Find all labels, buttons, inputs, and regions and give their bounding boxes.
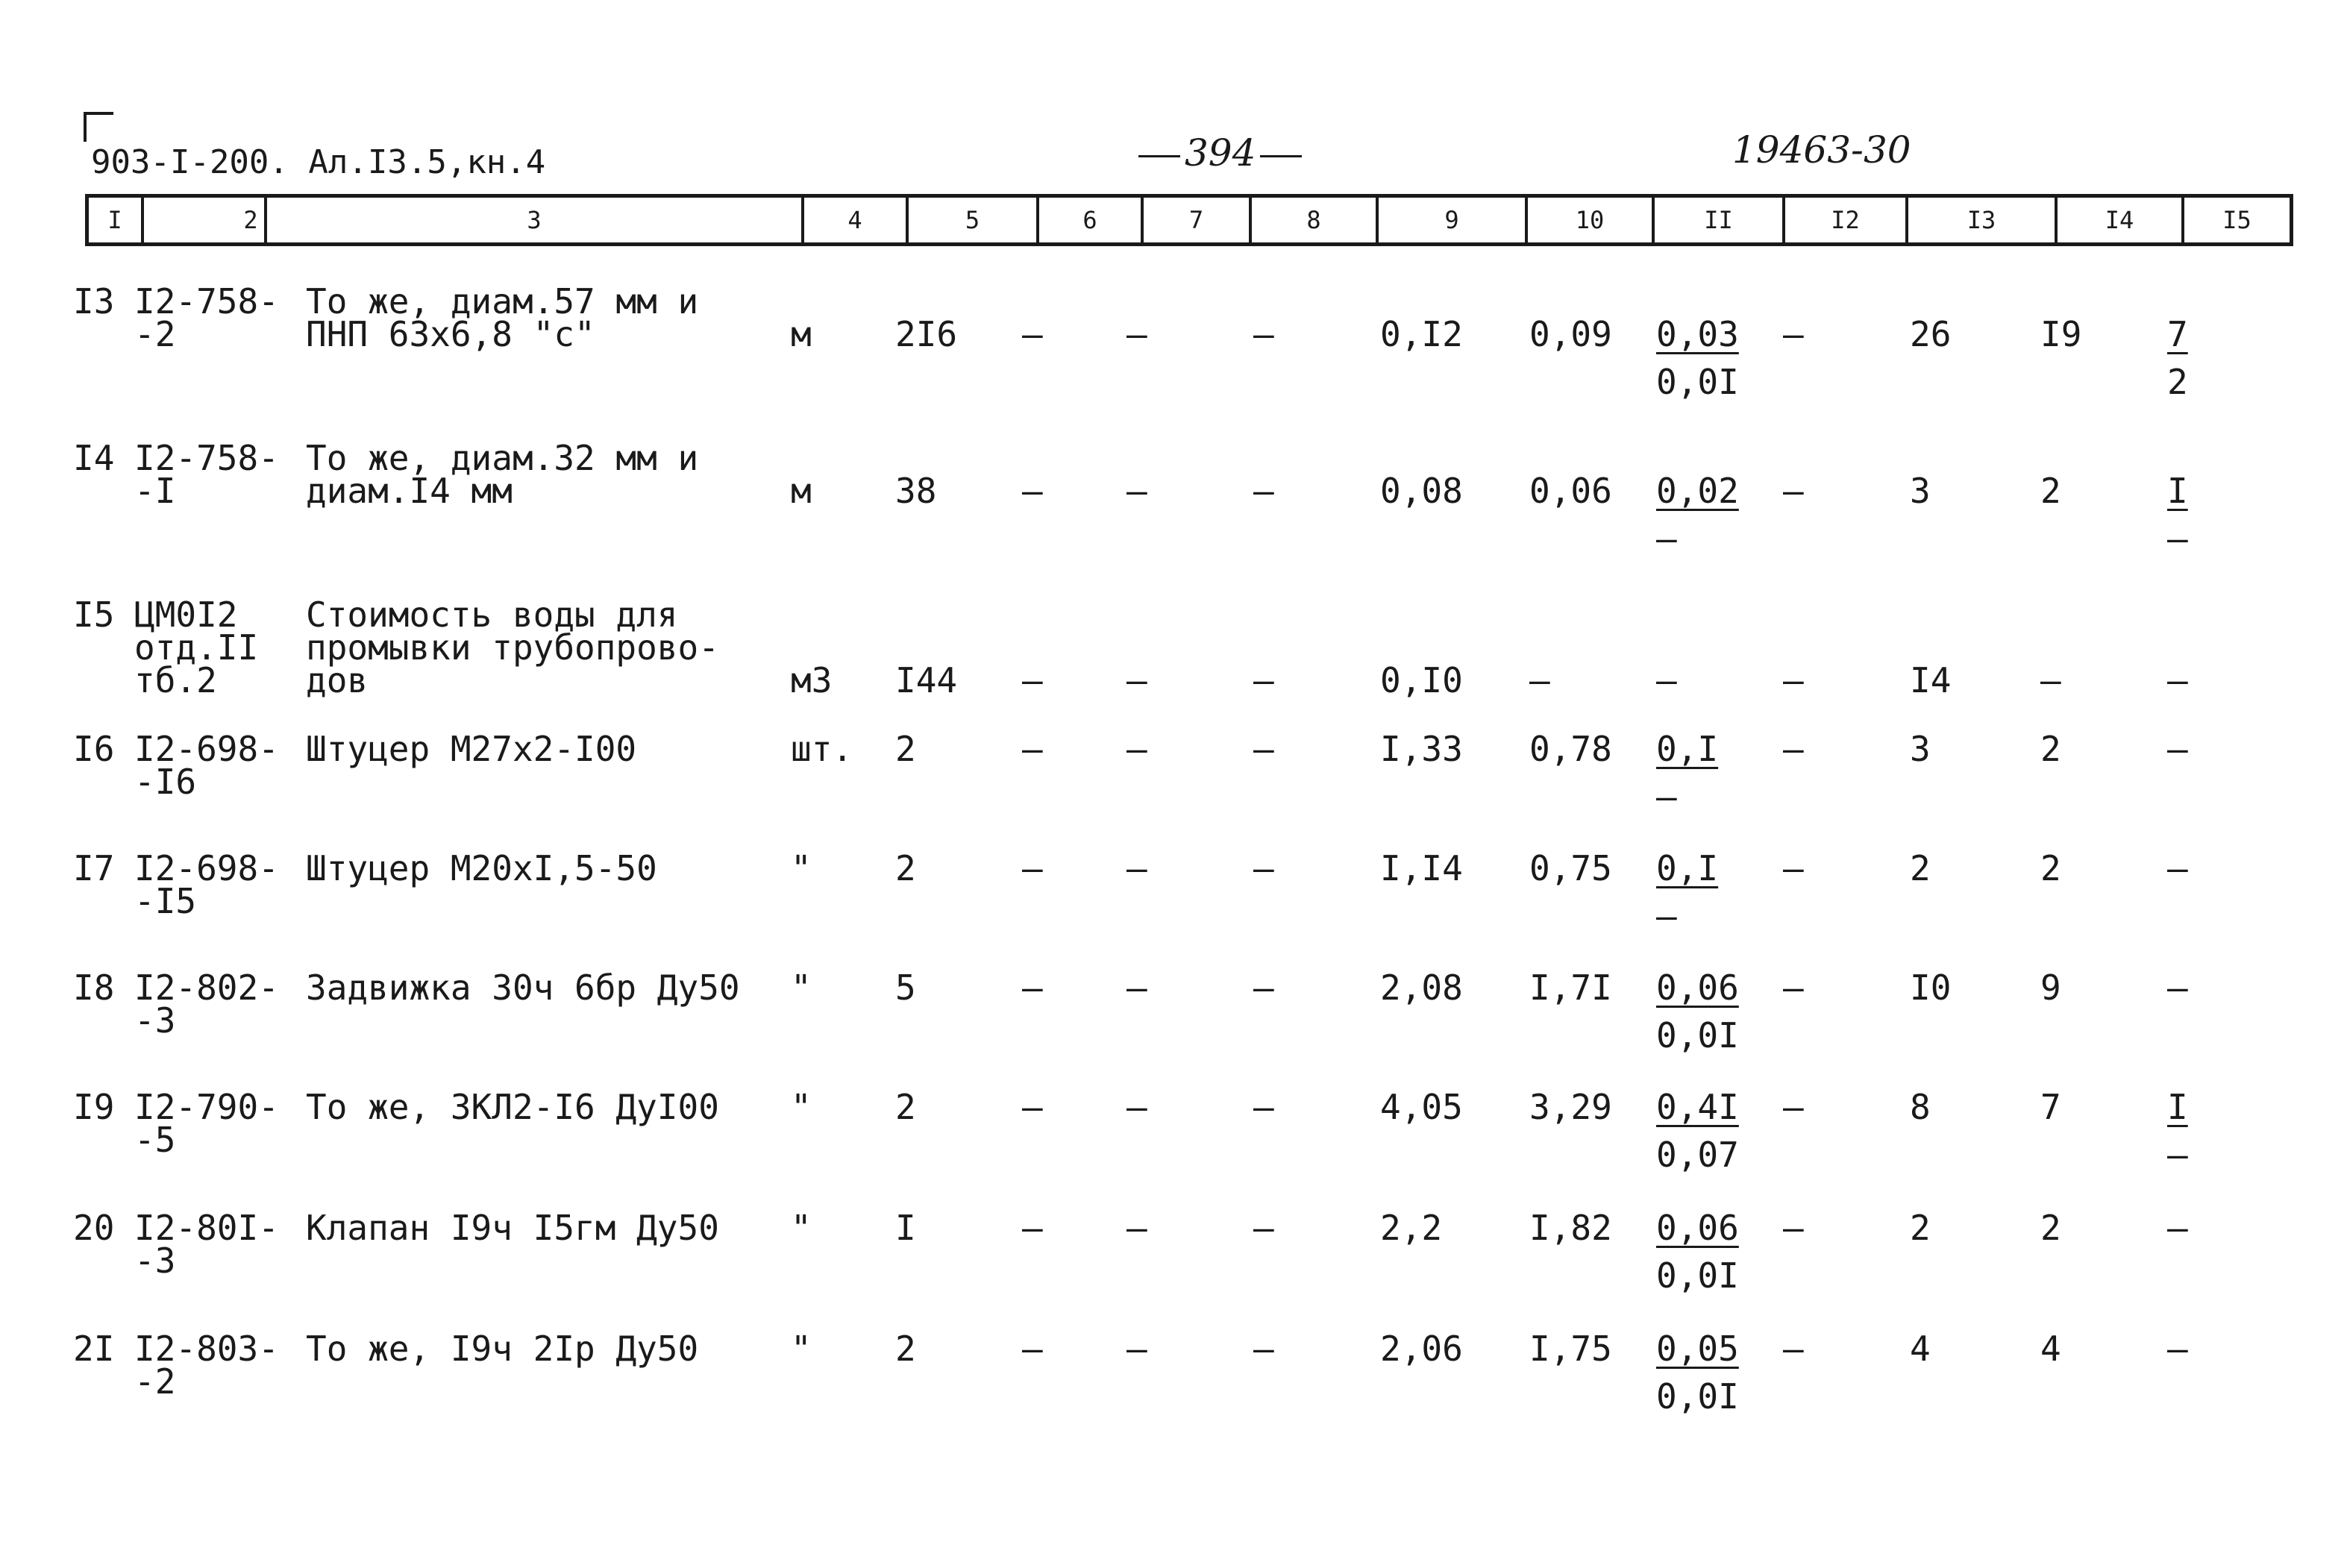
row-col-11-bottom: – [1656, 777, 1677, 817]
col-header-1: I [107, 206, 122, 234]
row-col-14: I9 [2040, 314, 2082, 354]
row-col-12: – [1783, 1087, 1804, 1127]
row-code-line: I2-802- [134, 968, 279, 1008]
row-col-11-top: 0,03 [1656, 314, 1739, 354]
row-col-15-top: – [2167, 729, 2188, 769]
row-code-line: I2-803- [134, 1329, 279, 1369]
row-col-7: – [1126, 729, 1147, 769]
row-col-13: I4 [1910, 660, 1952, 700]
row-col-13: 3 [1910, 729, 1931, 769]
row-col-9: 0,08 [1380, 471, 1463, 511]
row-col-13: 8 [1910, 1087, 1931, 1127]
row-col-13: 4 [1910, 1329, 1931, 1369]
row-name-line: Штуцер М27х2-I00 [306, 729, 637, 769]
row-quantity: I [895, 1208, 916, 1248]
row-col-12: – [1783, 1208, 1804, 1248]
row-col-11-bottom: 0,07 [1656, 1135, 1739, 1175]
row-col-11-bottom: 0,0I [1656, 1255, 1739, 1296]
row-col-15-top: – [2167, 1329, 2188, 1369]
col-header-9: 9 [1376, 198, 1525, 242]
row-col-13: 3 [1910, 471, 1931, 511]
col-header-3: 3 [264, 198, 801, 242]
row-col-11-bottom: – [1656, 896, 1677, 936]
row-col-11-top: 0,I [1656, 729, 1719, 769]
row-number: I4 [73, 438, 115, 478]
row-col-8: – [1253, 729, 1274, 769]
row-number: I5 [73, 595, 115, 635]
row-col-11-bottom: 0,0I [1656, 1376, 1739, 1417]
row-col-9: 0,I2 [1380, 314, 1463, 354]
row-col-14: 2 [2040, 729, 2061, 769]
row-col-9: 4,05 [1380, 1087, 1463, 1127]
row-col-10: I,7I [1529, 968, 1612, 1008]
row-col-10: 0,06 [1529, 471, 1612, 511]
row-quantity: 2 [895, 1329, 916, 1369]
col-header-12: I2 [1782, 198, 1905, 242]
row-unit: " [791, 848, 812, 888]
row-col-12: – [1783, 1329, 1804, 1369]
row-name-line: Клапан I9ч I5гм Ду50 [306, 1208, 719, 1248]
row-col-10: I,82 [1529, 1208, 1612, 1248]
row-col-11-top: 0,06 [1656, 1208, 1739, 1248]
row-code-line: -I6 [134, 762, 197, 802]
col-header-5: 5 [906, 198, 1036, 242]
row-col-8: – [1253, 471, 1274, 511]
col-header-2: 2 [141, 198, 357, 242]
row-name-line: То же, ЗКЛ2-I6 ДуI00 [306, 1087, 719, 1127]
row-number: I3 [73, 281, 115, 322]
row-code-line: I2-790- [134, 1087, 279, 1127]
row-col-15-top: 7 [2167, 314, 2188, 354]
row-col-11-top: 0,4I [1656, 1087, 1739, 1127]
row-col-8: – [1253, 1329, 1274, 1369]
row-col-10: I,75 [1529, 1329, 1612, 1369]
row-name-line: Штуцер М20хI,5-50 [306, 848, 657, 888]
row-code-line: I2-80I- [134, 1208, 279, 1248]
row-col-10: – [1529, 660, 1550, 700]
row-name-line: То же, диам.32 мм и [306, 438, 699, 478]
row-code-line: -3 [134, 1000, 176, 1041]
row-number: I6 [73, 729, 115, 769]
row-col-7: – [1126, 314, 1147, 354]
row-code-line: I2-758- [134, 438, 279, 478]
col-header-14: I4 [2055, 198, 2181, 242]
row-col-6: – [1022, 968, 1043, 1008]
row-col-6: – [1022, 848, 1043, 888]
row-col-6: – [1022, 660, 1043, 700]
row-code-line: -2 [134, 314, 176, 354]
row-unit: " [791, 968, 812, 1008]
row-code-line: I2-698- [134, 848, 279, 888]
row-col-6: – [1022, 471, 1043, 511]
row-col-15-bottom: 2 [2167, 362, 2188, 402]
row-name-line: ПНП 63х6,8 "с" [306, 314, 595, 354]
row-col-8: – [1253, 1208, 1274, 1248]
row-code-line: -I [134, 471, 176, 511]
row-col-8: – [1253, 968, 1274, 1008]
row-code-line: I2-698- [134, 729, 279, 769]
row-number: 2I [73, 1329, 115, 1369]
row-number: 20 [73, 1208, 115, 1248]
row-col-11-bottom: 0,0I [1656, 1015, 1739, 1056]
row-name-line: дов [306, 660, 369, 700]
row-col-10: 3,29 [1529, 1087, 1612, 1127]
corner-mark [84, 112, 113, 142]
row-col-12: – [1783, 471, 1804, 511]
row-col-14: 7 [2040, 1087, 2061, 1127]
col-header-10: 10 [1525, 198, 1652, 242]
row-col-9: I,33 [1380, 729, 1463, 769]
col-header-8: 8 [1249, 198, 1376, 242]
document-code: 903-I-200. Ал.I3.5,кн.4 [91, 143, 546, 181]
row-col-8: – [1253, 660, 1274, 700]
row-col-10: 0,78 [1529, 729, 1612, 769]
row-name-line: Стоимость воды для [306, 595, 678, 635]
row-quantity: 38 [895, 471, 937, 511]
row-col-8: – [1253, 848, 1274, 888]
row-col-12: – [1783, 314, 1804, 354]
row-col-14: 4 [2040, 1329, 2061, 1369]
row-unit: " [791, 1329, 812, 1369]
row-col-13: 2 [1910, 848, 1931, 888]
row-quantity: I44 [895, 660, 958, 700]
row-unit: м [791, 471, 812, 511]
row-col-9: 0,I0 [1380, 660, 1463, 700]
row-code-line: -I5 [134, 881, 197, 921]
row-quantity: 5 [895, 968, 916, 1008]
row-col-12: – [1783, 968, 1804, 1008]
row-col-7: – [1126, 1208, 1147, 1248]
col-header-4: 4 [801, 198, 906, 242]
row-col-15-top: – [2167, 1208, 2188, 1248]
row-name-line: диам.I4 мм [306, 471, 513, 511]
row-col-8: – [1253, 314, 1274, 354]
row-col-11-bottom: 0,0I [1656, 362, 1739, 402]
row-code-line: -5 [134, 1120, 176, 1160]
row-quantity: 2 [895, 1087, 916, 1127]
col-header-13: I3 [1905, 198, 2055, 242]
row-col-7: – [1126, 1329, 1147, 1369]
row-col-6: – [1022, 1329, 1043, 1369]
col-header-6: 6 [1036, 198, 1141, 242]
row-quantity: 2I6 [895, 314, 958, 354]
row-col-7: – [1126, 471, 1147, 511]
row-col-11-top: 0,I [1656, 848, 1719, 888]
row-col-9: I,I4 [1380, 848, 1463, 888]
row-col-7: – [1126, 1087, 1147, 1127]
row-col-11-top: 0,06 [1656, 968, 1739, 1008]
row-code-line: отд.II [134, 627, 259, 668]
column-header-row [85, 194, 2293, 246]
row-col-11-top: 0,02 [1656, 471, 1739, 511]
row-col-7: – [1126, 968, 1147, 1008]
row-col-9: 2,2 [1380, 1208, 1443, 1248]
row-col-7: – [1126, 848, 1147, 888]
row-col-11-top: – [1656, 660, 1677, 700]
row-code-line: ЦМ0I2 [134, 595, 238, 635]
row-col-14: 2 [2040, 848, 2061, 888]
row-unit: шт. [791, 729, 853, 769]
row-unit: " [791, 1087, 812, 1127]
row-col-12: – [1783, 660, 1804, 700]
row-col-7: – [1126, 660, 1147, 700]
row-col-15-top: I [2167, 1087, 2188, 1127]
row-col-15-top: I [2167, 471, 2188, 511]
row-col-14: 2 [2040, 471, 2061, 511]
row-col-15-top: – [2167, 660, 2188, 700]
row-col-8: – [1253, 1087, 1274, 1127]
row-col-12: – [1783, 729, 1804, 769]
row-col-14: – [2040, 660, 2061, 700]
row-name-line: То же, диам.57 мм и [306, 281, 699, 322]
row-code-line: I2-758- [134, 281, 279, 322]
row-col-15-top: – [2167, 848, 2188, 888]
row-col-14: 2 [2040, 1208, 2061, 1248]
col-header-7: 7 [1141, 198, 1249, 242]
row-name-line: Задвижка 30ч 6бр Ду50 [306, 968, 740, 1008]
row-col-11-top: 0,05 [1656, 1329, 1739, 1369]
row-col-13: I0 [1910, 968, 1952, 1008]
row-col-6: – [1022, 314, 1043, 354]
row-code-line: -2 [134, 1361, 176, 1402]
row-col-9: 2,08 [1380, 968, 1463, 1008]
row-col-15-bottom: – [2167, 1135, 2188, 1175]
row-unit: " [791, 1208, 812, 1248]
row-unit: м3 [791, 660, 833, 700]
col-header-15: I5 [2181, 198, 2290, 242]
row-quantity: 2 [895, 848, 916, 888]
row-number: I9 [73, 1087, 115, 1127]
row-col-6: – [1022, 1087, 1043, 1127]
archive-number: 19463-30 [1732, 128, 1911, 172]
row-name-line: промывки трубопрово- [306, 627, 719, 668]
row-col-10: 0,75 [1529, 848, 1612, 888]
col-header-11: II [1652, 198, 1782, 242]
row-col-6: – [1022, 1208, 1043, 1248]
row-col-14: 9 [2040, 968, 2061, 1008]
row-quantity: 2 [895, 729, 916, 769]
row-unit: м [791, 314, 812, 354]
row-code-line: -3 [134, 1241, 176, 1281]
row-col-13: 26 [1910, 314, 1952, 354]
row-col-11-bottom: – [1656, 518, 1677, 559]
row-col-13: 2 [1910, 1208, 1931, 1248]
row-col-15-top: – [2167, 968, 2188, 1008]
page-number: 394 [1134, 134, 1306, 172]
row-col-15-bottom: – [2167, 518, 2188, 559]
row-col-9: 2,06 [1380, 1329, 1463, 1369]
row-number: I7 [73, 848, 115, 888]
row-code-line: тб.2 [134, 660, 217, 700]
row-col-12: – [1783, 848, 1804, 888]
row-col-6: – [1022, 729, 1043, 769]
row-number: I8 [73, 968, 115, 1008]
row-col-10: 0,09 [1529, 314, 1612, 354]
row-name-line: То же, I9ч 2Iр Ду50 [306, 1329, 699, 1369]
